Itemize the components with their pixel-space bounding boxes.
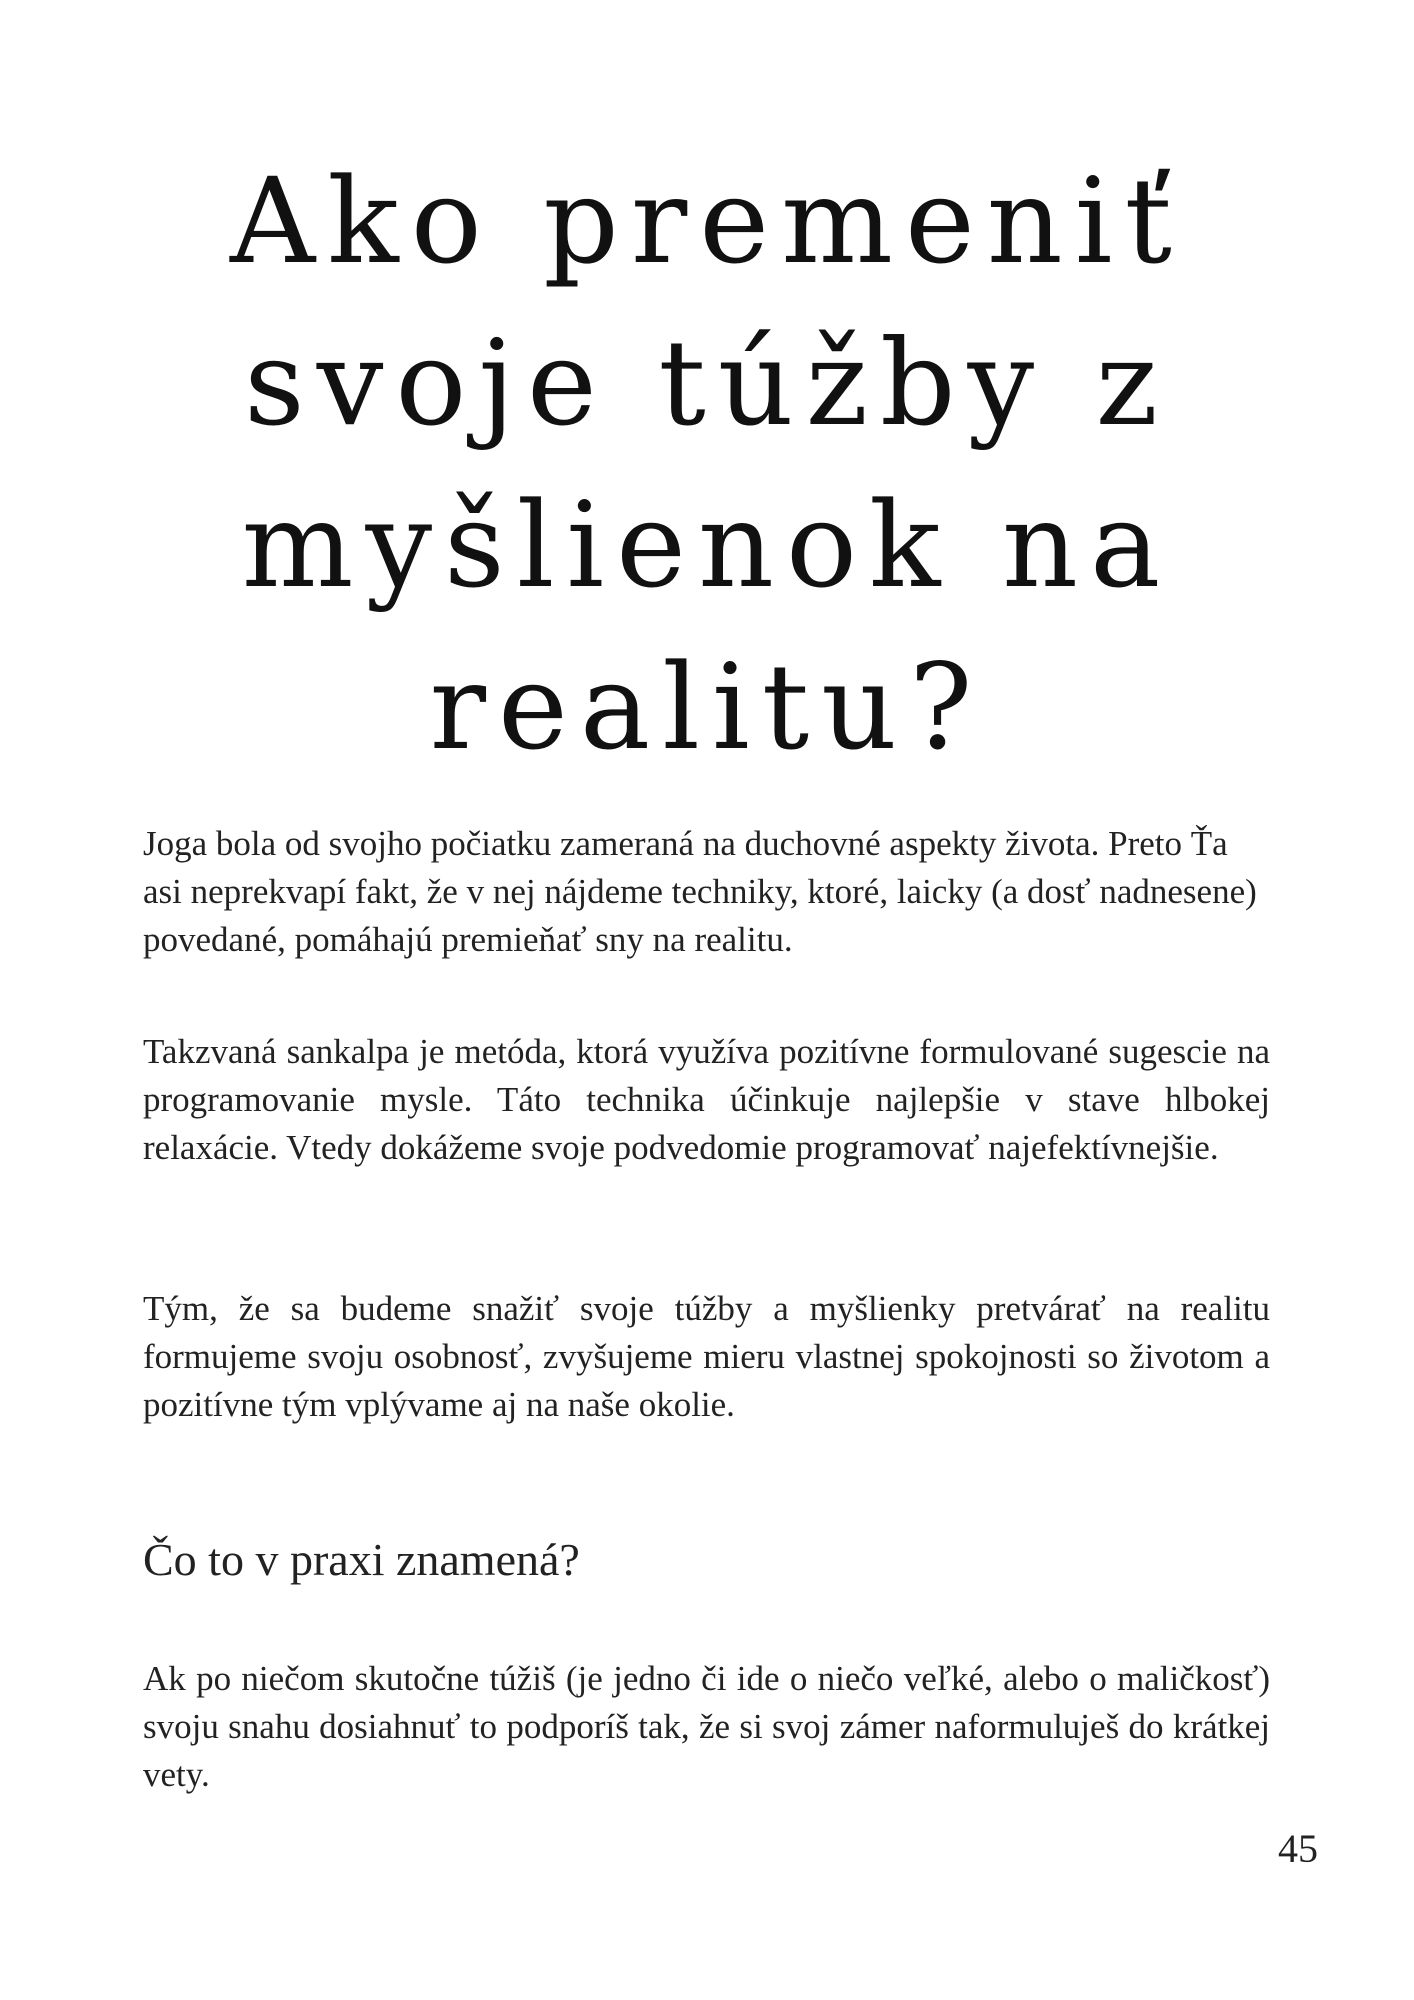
title-line: Ako premeniť — [230, 152, 1184, 290]
paragraph-benefits: Tým, že sa budeme snažiť svoje túžby a myšlienky pretvárať na realitu formujeme svoju osobnosť, zvyšujeme mieru vlastnej spokojnosti so životom a pozitívne tým vplývame aj na naše okolie. — [143, 1289, 1270, 1424]
paragraph-intro: Joga bola od svojho počiatku zameraná na duchovné aspekty života. Preto Ťa asi neprekvapí fakt, že v nej nájdeme techniky, ktoré, laicky (a dosť nadnesene) povedané, pomáhajú premieňať sny na realitu. — [143, 824, 1257, 959]
section-subheading: Čo to v praxi znamená? — [143, 1534, 580, 1585]
title-line: realitu? — [429, 638, 985, 776]
paragraph-sankalpa: Takzvaná sankalpa je metóda, ktorá využíva pozitívne formulované sugescie na programovanie mysle. Táto technika účinkuje najlepšie v stave hlbokej relaxácie. Vtedy dokážeme svoje podvedomie programovať najefektívnejšie. — [143, 1032, 1270, 1167]
title-line: svoje túžby z — [244, 314, 1170, 452]
paragraph-practice: Ak po niečom skutočne túžiš (je jedno či ide o niečo veľké, alebo o maličkosť) svoju snahu dosiahnuť to podporíš tak, že si svoj zámer naformuluješ do krátkej vety. — [143, 1659, 1270, 1794]
page-title — [120, 140, 1294, 788]
title-line: myšlienok na — [241, 476, 1173, 614]
page-number: 45 — [1278, 1826, 1318, 1871]
